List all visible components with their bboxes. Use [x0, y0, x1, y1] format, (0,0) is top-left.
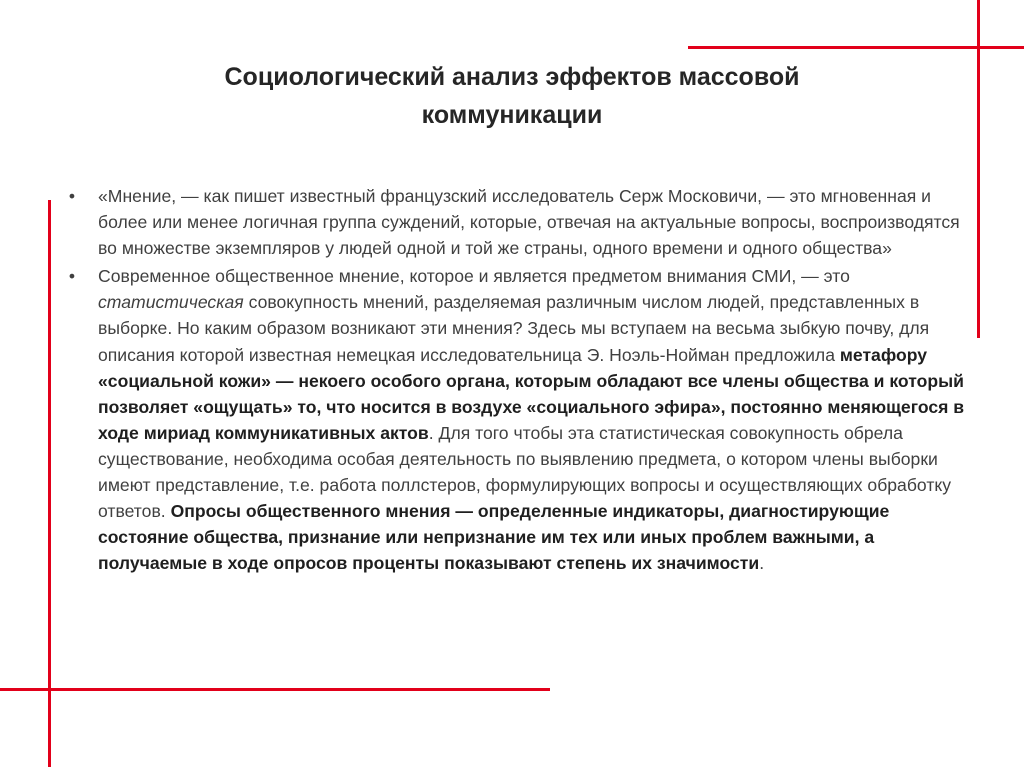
frame-line-bottom-horizontal [0, 688, 550, 691]
final-period: . [759, 553, 765, 574]
bullet-item-2 [62, 263, 972, 576]
bullet-item-1 [62, 183, 972, 261]
bullet-icon: • [68, 266, 76, 287]
social-skin-metaphor: метафору «социальной кожи» — некоего особого органа, которым обладают все члены общества и который позволяет «ощущать» то, что носится в воздухе «социального эфира», постоянно меняющегося в ходе мириад коммуникативных актов [98, 344, 965, 443]
frame-line-top-horizontal [688, 46, 1024, 49]
statistical-term: статистическая [98, 292, 244, 313]
bullet-icon: • [68, 186, 76, 206]
noelle-neumann-intro-text: совокупность мнений, разделяемая различным числом людей, представленных в выборке. Но каким образом возникают эти мнения? Здесь мы вступаем на весьма зыбкую почву, для описания которой известная немецкая исследовательница Э. Ноэль-Нойман предложила [98, 292, 930, 365]
slide-title-line-2: коммуникации [421, 101, 603, 129]
frame-line-right-vertical [977, 0, 980, 338]
frame-line-left-vertical [48, 200, 51, 767]
quote-moscovici-text: «Мнение, — как пишет известный французский исследователь Серж Московичи, — это мгновенная и более или менее логичная группа суждений, которые, отвечая на актуальные вопросы, воспроизводятся во множестве экземпляров у людей одной и той же страны, одного времени и одного общества» [98, 186, 960, 259]
opinion-polls-definition: Опросы общественного мнения — определенные индикаторы, диагностирующие состояние общества, признание или непризнание им тех или иных проблем важными, а получаемые в ходе опросов проценты показывают степень их значимости [98, 501, 890, 574]
slide-title [150, 58, 874, 134]
slide-title-line-1: Социологический анализ эффектов массовой [224, 63, 800, 91]
public-opinion-text: Современное общественное мнение, которое и является предметом внимания СМИ, — это [98, 266, 850, 287]
slide-body [62, 183, 972, 576]
pollsters-text: . Для того чтобы эта статистическая совокупность обрела существование, необходима особая деятельность по выявлению предмета, о котором члены выборки имеют представление, т.е. работа поллстеров, формулирующих вопросы и осуществляющих обработку ответов. [98, 422, 952, 522]
